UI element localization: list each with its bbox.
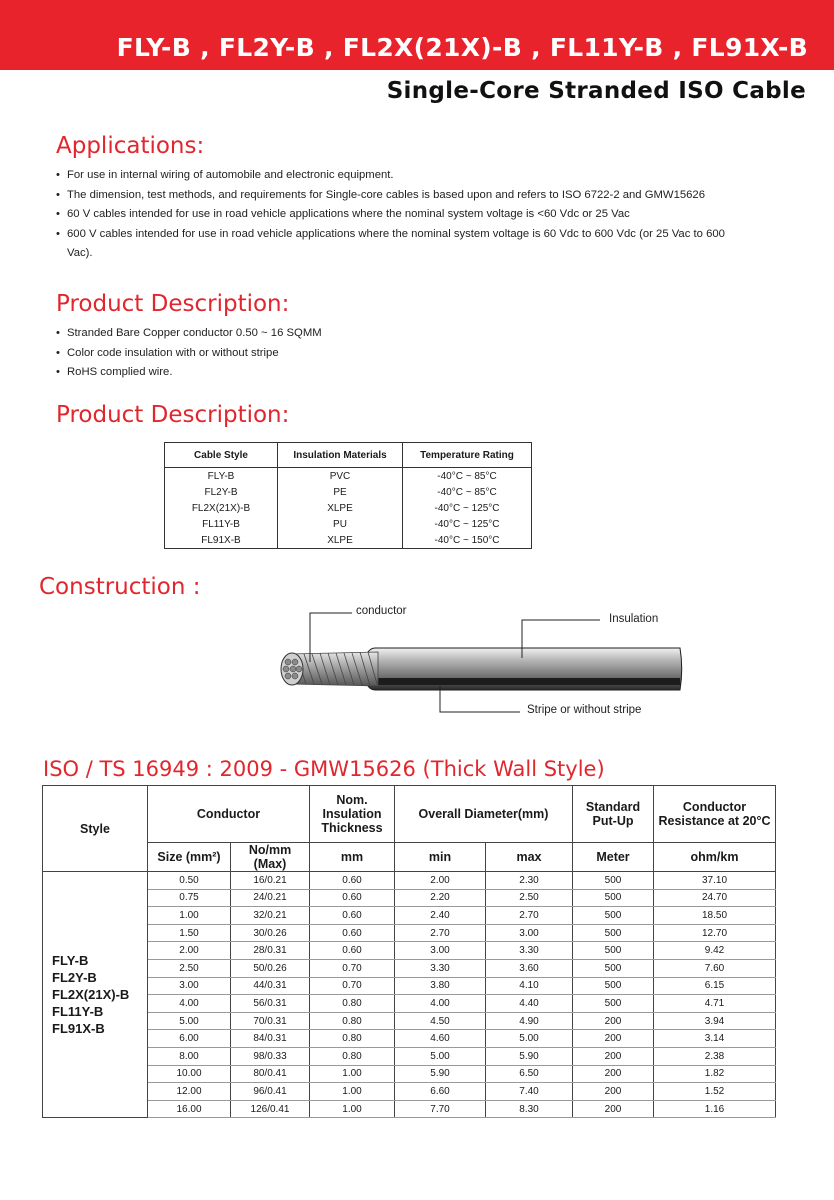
spec-cell: 200 <box>573 1100 654 1118</box>
spec-cell: 0.60 <box>310 907 395 925</box>
spec-cell: 2.00 <box>148 942 231 960</box>
materials-cell: FLY-B <box>165 468 278 485</box>
spec-header-ohm: ohm/km <box>654 843 776 872</box>
spec-cell: 7.70 <box>395 1100 486 1118</box>
spec-cell: 0.80 <box>310 995 395 1013</box>
spec-cell: 0.80 <box>310 1047 395 1065</box>
spec-cell: 500 <box>573 942 654 960</box>
spec-cell: 6.15 <box>654 977 776 995</box>
page-subtitle: Single-Core Stranded ISO Cable <box>386 78 806 104</box>
conductor-label: conductor <box>356 605 407 617</box>
materials-cell: FL2X(21X)-B <box>165 500 278 516</box>
materials-cell: PE <box>278 484 403 500</box>
spec-cell: 500 <box>573 907 654 925</box>
materials-header-row <box>165 443 532 468</box>
stripe-label: Stripe or without stripe <box>527 704 642 716</box>
applications-item: • 60 V cables intended for use in road vehicle applications where the nominal system voltage is <60 Vdc or 25 Vac <box>56 205 736 225</box>
spec-cell: 2.20 <box>395 889 486 907</box>
spec-style-name: FL2X(21X)-B <box>52 987 130 1003</box>
spec-style-name: FL11Y-B <box>52 1004 104 1020</box>
materials-heading: Product Description: <box>56 402 290 428</box>
spec-cell: 12.70 <box>654 924 776 942</box>
materials-row <box>165 500 532 516</box>
spec-table-heading: ISO / TS 16949 : 2009 - GMW15626 (Thick Wall Style) <box>43 757 605 781</box>
spec-cell: 4.10 <box>486 977 573 995</box>
applications-item: • For use in internal wiring of automobile and electronic equipment. <box>56 166 736 186</box>
spec-cell: 200 <box>573 1047 654 1065</box>
spec-cell: 12.00 <box>148 1083 231 1101</box>
applications-item: • The dimension, test methods, and requirements for Single-core cables is based upon and refers to ISO 6722-2 and GMW15626 <box>56 186 736 206</box>
spec-header-style: Style <box>43 786 148 872</box>
spec-cell: 0.70 <box>310 959 395 977</box>
spec-cell: 3.30 <box>395 959 486 977</box>
spec-cell: 0.60 <box>310 942 395 960</box>
materials-row <box>165 484 532 500</box>
spec-row <box>43 977 776 995</box>
spec-row <box>43 1100 776 1118</box>
spec-style-cell <box>43 872 148 1118</box>
spec-header-no-mm: No/mm (Max) <box>231 843 310 872</box>
spec-cell: 500 <box>573 889 654 907</box>
spec-row <box>43 907 776 925</box>
spec-row <box>43 924 776 942</box>
materials-header-temperature: Temperature Rating <box>403 443 532 468</box>
spec-cell: 8.30 <box>486 1100 573 1118</box>
materials-cell: FL11Y-B <box>165 516 278 532</box>
spec-cell: 5.00 <box>486 1030 573 1048</box>
spec-style-name: FL2Y-B <box>52 970 97 986</box>
spec-cell: 0.60 <box>310 889 395 907</box>
product-description-list <box>56 324 656 383</box>
spec-cell: 0.60 <box>310 924 395 942</box>
spec-cell: 56/0.31 <box>231 995 310 1013</box>
spec-cell: 4.50 <box>395 1012 486 1030</box>
spec-cell: 0.70 <box>310 977 395 995</box>
materials-cell: PU <box>278 516 403 532</box>
spec-cell: 24/0.21 <box>231 889 310 907</box>
spec-cell: 500 <box>573 924 654 942</box>
spec-cell: 96/0.41 <box>231 1083 310 1101</box>
spec-cell: 4.00 <box>148 995 231 1013</box>
spec-cell: 16/0.21 <box>231 872 310 890</box>
materials-row <box>165 468 532 485</box>
materials-row <box>165 516 532 532</box>
insulation-label: Insulation <box>609 613 659 625</box>
spec-cell: 3.00 <box>395 942 486 960</box>
spec-cell: 7.40 <box>486 1083 573 1101</box>
spec-cell: 70/0.31 <box>231 1012 310 1030</box>
materials-table <box>164 442 532 549</box>
spec-cell: 30/0.26 <box>231 924 310 942</box>
spec-header-putup: Standard Put-Up <box>573 786 654 843</box>
product-description-item: • Color code insulation with or without stripe <box>56 344 656 364</box>
product-description-item: • Stranded Bare Copper conductor 0.50 ~ 16 SQMM <box>56 324 656 344</box>
spec-cell: 3.80 <box>395 977 486 995</box>
spec-table <box>42 785 776 1118</box>
spec-cell: 4.40 <box>486 995 573 1013</box>
spec-cell: 0.80 <box>310 1012 395 1030</box>
spec-cell: 3.94 <box>654 1012 776 1030</box>
spec-cell: 9.42 <box>654 942 776 960</box>
spec-cell: 2.50 <box>486 889 573 907</box>
spec-cell: 84/0.31 <box>231 1030 310 1048</box>
materials-row <box>165 532 532 549</box>
spec-cell: 500 <box>573 977 654 995</box>
spec-cell: 1.00 <box>310 1065 395 1083</box>
header-banner <box>0 0 834 70</box>
spec-header-max: max <box>486 843 573 872</box>
spec-row <box>43 959 776 977</box>
spec-cell: 500 <box>573 995 654 1013</box>
materials-cell: FL2Y-B <box>165 484 278 500</box>
page-title: FLY-B , FL2Y-B , FL2X(21X)-B , FL11Y-B , FL91X-B <box>116 33 808 62</box>
spec-header-mm: mm <box>310 843 395 872</box>
construction-heading: Construction : <box>39 574 201 600</box>
spec-cell: 3.30 <box>486 942 573 960</box>
spec-cell: 98/0.33 <box>231 1047 310 1065</box>
spec-cell: 6.60 <box>395 1083 486 1101</box>
spec-cell: 4.90 <box>486 1012 573 1030</box>
materials-header-cable-style: Cable Style <box>165 443 278 468</box>
spec-cell: 126/0.41 <box>231 1100 310 1118</box>
materials-cell: -40°C ~ 85°C <box>403 484 532 500</box>
materials-cell: XLPE <box>278 500 403 516</box>
product-description-heading: Product Description: <box>56 291 290 317</box>
spec-cell: 3.60 <box>486 959 573 977</box>
spec-cell: 6.00 <box>148 1030 231 1048</box>
spec-style-name: FL91X-B <box>52 1021 105 1037</box>
applications-heading: Applications: <box>56 133 205 159</box>
spec-row <box>43 1047 776 1065</box>
spec-header-insulation: Nom. Insulation Thickness <box>310 786 395 843</box>
spec-style-name: FLY-B <box>52 953 89 969</box>
spec-cell: 5.00 <box>148 1012 231 1030</box>
spec-cell: 1.52 <box>654 1083 776 1101</box>
spec-header-size: Size (mm²) <box>148 843 231 872</box>
spec-header-resistance: Conductor Resistance at 20°C <box>654 786 776 843</box>
spec-cell: 80/0.41 <box>231 1065 310 1083</box>
spec-cell: 3.14 <box>654 1030 776 1048</box>
spec-cell: 32/0.21 <box>231 907 310 925</box>
spec-cell: 24.70 <box>654 889 776 907</box>
spec-cell: 2.30 <box>486 872 573 890</box>
spec-cell: 3.00 <box>486 924 573 942</box>
spec-cell: 1.82 <box>654 1065 776 1083</box>
spec-cell: 1.00 <box>310 1100 395 1118</box>
spec-cell: 5.00 <box>395 1047 486 1065</box>
spec-cell: 4.71 <box>654 995 776 1013</box>
applications-item: • 600 V cables intended for use in road vehicle applications where the nominal system voltage is 60 Vdc to 600 Vdc (or 25 Vac to 600 Vac). <box>56 225 736 264</box>
spec-cell: 2.38 <box>654 1047 776 1065</box>
spec-cell: 1.00 <box>148 907 231 925</box>
spec-cell: 4.60 <box>395 1030 486 1048</box>
product-description-item: • RoHS complied wire. <box>56 363 656 383</box>
spec-cell: 1.50 <box>148 924 231 942</box>
spec-cell: 6.50 <box>486 1065 573 1083</box>
spec-cell: 10.00 <box>148 1065 231 1083</box>
spec-cell: 16.00 <box>148 1100 231 1118</box>
spec-cell: 500 <box>573 959 654 977</box>
materials-cell: -40°C ~ 150°C <box>403 532 532 549</box>
materials-cell: FL91X-B <box>165 532 278 549</box>
spec-cell: 44/0.31 <box>231 977 310 995</box>
spec-row <box>43 889 776 907</box>
spec-row <box>43 1012 776 1030</box>
spec-cell: 2.40 <box>395 907 486 925</box>
applications-list <box>56 166 736 264</box>
spec-cell: 1.00 <box>310 1083 395 1101</box>
spec-cell: 3.00 <box>148 977 231 995</box>
spec-cell: 18.50 <box>654 907 776 925</box>
spec-header-min: min <box>395 843 486 872</box>
spec-cell: 8.00 <box>148 1047 231 1065</box>
materials-cell: PVC <box>278 468 403 485</box>
spec-cell: 37.10 <box>654 872 776 890</box>
spec-cell: 200 <box>573 1030 654 1048</box>
spec-cell: 2.00 <box>395 872 486 890</box>
spec-cell: 2.70 <box>486 907 573 925</box>
spec-cell: 200 <box>573 1012 654 1030</box>
cable-conductor <box>281 652 378 686</box>
spec-header-row-2 <box>43 843 776 872</box>
spec-row <box>43 1065 776 1083</box>
spec-row <box>43 1083 776 1101</box>
spec-cell: 28/0.31 <box>231 942 310 960</box>
materials-header-insulation: Insulation Materials <box>278 443 403 468</box>
spec-row <box>43 942 776 960</box>
materials-cell: -40°C ~ 125°C <box>403 500 532 516</box>
spec-cell: 2.50 <box>148 959 231 977</box>
spec-header-meter: Meter <box>573 843 654 872</box>
materials-cell: -40°C ~ 85°C <box>403 468 532 485</box>
spec-cell: 5.90 <box>395 1065 486 1083</box>
spec-cell: 200 <box>573 1065 654 1083</box>
spec-header-diameter: Overall Diameter(mm) <box>395 786 573 843</box>
spec-cell: 2.70 <box>395 924 486 942</box>
spec-cell: 50/0.26 <box>231 959 310 977</box>
spec-row <box>43 995 776 1013</box>
materials-cell: XLPE <box>278 532 403 549</box>
spec-cell: 0.75 <box>148 889 231 907</box>
spec-header-row-1 <box>43 786 776 843</box>
spec-cell: 7.60 <box>654 959 776 977</box>
spec-cell: 4.00 <box>395 995 486 1013</box>
spec-header-conductor: Conductor <box>148 786 310 843</box>
spec-cell: 200 <box>573 1083 654 1101</box>
spec-cell: 0.50 <box>148 872 231 890</box>
spec-row <box>43 872 776 890</box>
spec-cell: 5.90 <box>486 1047 573 1065</box>
spec-cell: 500 <box>573 872 654 890</box>
spec-cell: 0.80 <box>310 1030 395 1048</box>
spec-row <box>43 1030 776 1048</box>
spec-cell: 0.60 <box>310 872 395 890</box>
materials-cell: -40°C ~ 125°C <box>403 516 532 532</box>
spec-cell: 1.16 <box>654 1100 776 1118</box>
